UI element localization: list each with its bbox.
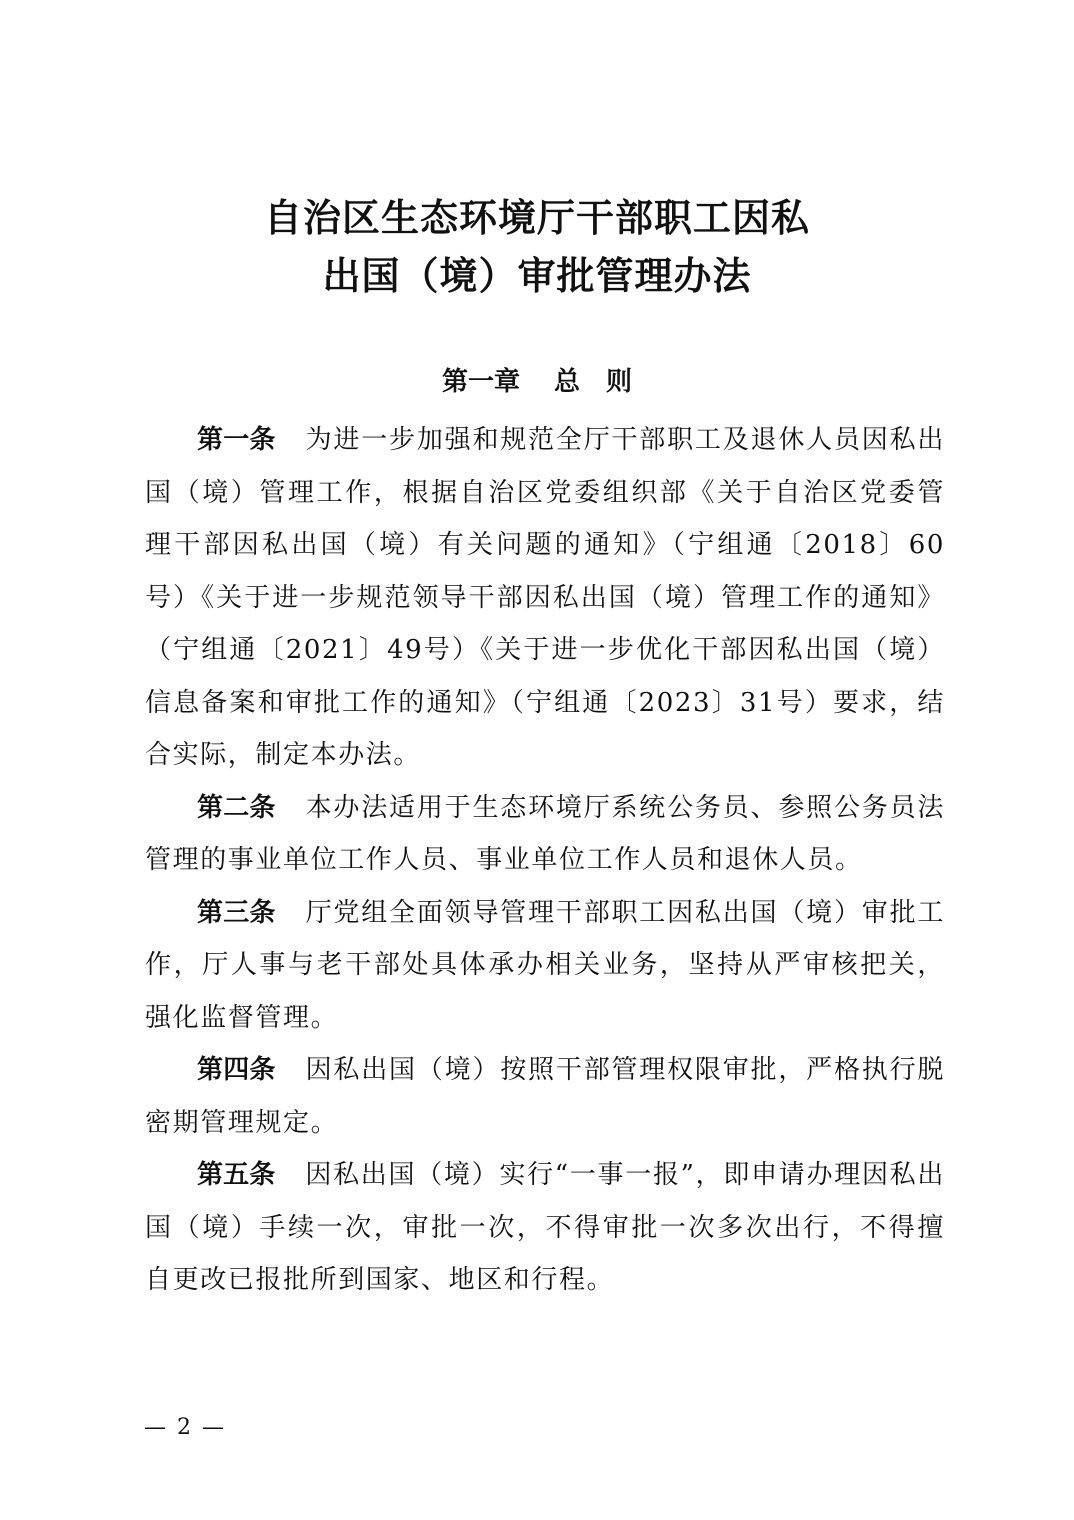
page-number: — 2 — bbox=[144, 1415, 226, 1440]
article-1 bbox=[145, 414, 945, 782]
article-text: 因私出国（境）按照干部管理权限审批，严格执行脱密期管理规定。 bbox=[145, 1055, 945, 1138]
article-label: 第五条 bbox=[197, 1160, 276, 1190]
article-label: 第一条 bbox=[197, 425, 276, 455]
chapter-heading bbox=[0, 362, 1074, 402]
article-label: 第二条 bbox=[197, 792, 276, 823]
article-3 bbox=[145, 887, 945, 1045]
articles-body bbox=[145, 414, 945, 1307]
chapter-number: 第一章 bbox=[441, 367, 520, 397]
article-label: 第三条 bbox=[197, 897, 276, 928]
document-title-line-1: 自治区生态环境厅干部职工因私 bbox=[263, 195, 810, 240]
chapter-name-part-2: 则 bbox=[606, 367, 633, 397]
article-5 bbox=[145, 1149, 945, 1307]
article-4 bbox=[145, 1044, 945, 1149]
document-title-line-2: 出国（境）审批管理办法 bbox=[322, 253, 752, 298]
article-text: 本办法适用于生态环境厅系统公务员、参照公务员法管理的事业单位工作人员、事业单位工作人员和退休人员。 bbox=[145, 792, 945, 875]
article-text: 因私出国（境）实行“一事一报”，即申请办理因私出国（境）手续一次，审批一次，不得审批一次多次出行，不得擅自更改已报批所到国家、地区和行程。 bbox=[145, 1160, 945, 1295]
chapter-name-part-1: 总 bbox=[553, 367, 580, 397]
article-label: 第四条 bbox=[197, 1055, 276, 1085]
article-2 bbox=[145, 782, 945, 887]
article-text: 厅党组全面领导管理干部职工因私出国（境）审批工作，厅人事与老干部处具体承办相关业务，坚持从严审核把关，强化监督管理。 bbox=[145, 897, 945, 1033]
article-text: 为进一步加强和规范全厅干部职工及退休人员因私出国（境）管理工作，根据自治区党委组织部《关于自治区党委管理干部因私出国（境）有关问题的通知》（宁组通〔2018〕60号）《关于进一步规范领导干部因私出国（境）管理工作的通知》（宁组通〔2021〕49号）《关于进一步优化干部因私出国（境）信息备案和审批工作的通知》（宁组通〔2023〕31号）要求，结合实际，制定本办法。 bbox=[145, 425, 945, 770]
